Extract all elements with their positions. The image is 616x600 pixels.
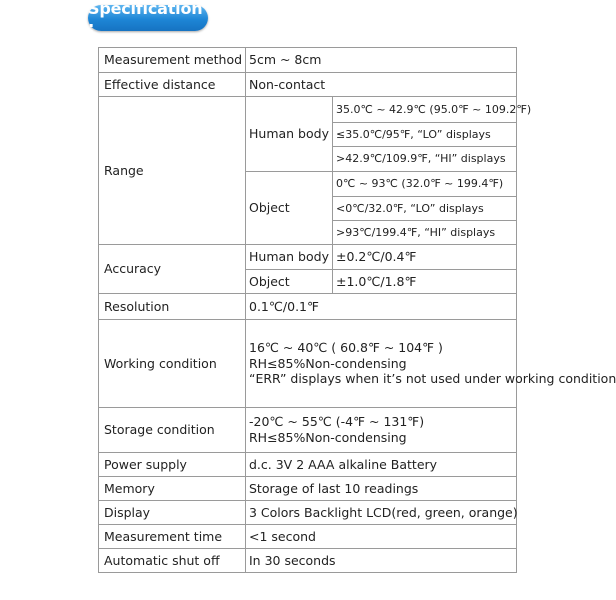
table-row xyxy=(99,453,517,477)
working-condition-value xyxy=(246,320,616,408)
memory-value: Storage of last 10 readings xyxy=(246,477,517,501)
range-object-line: <0℃/32.0℉, “LO” displays xyxy=(333,197,517,221)
working-condition-line: “ERR” displays when it’s not used under working condition xyxy=(249,371,616,387)
resolution-label: Resolution xyxy=(99,294,246,320)
table-row xyxy=(99,97,517,123)
measurement-method-label: Measurement method xyxy=(99,48,246,73)
table-row xyxy=(99,320,517,408)
range-object-line: 0℃ ~ 93℃ (32.0℉ ~ 199.4℉) xyxy=(333,172,517,197)
storage-condition-line: -20℃ ~ 55℃ (-4℉ ~ 131℉) xyxy=(249,414,425,430)
table-row xyxy=(99,48,517,73)
power-supply-label: Power supply xyxy=(99,453,246,477)
working-condition-line: RH≤85%Non-condensing xyxy=(249,355,407,371)
automatic-shut-off-label: Automatic shut off xyxy=(99,549,246,573)
accuracy-object-value: ±1.0℃/1.8℉ xyxy=(333,270,517,294)
accuracy-human-body-label: Human body xyxy=(246,245,333,270)
range-label: Range xyxy=(99,97,246,245)
table-row xyxy=(99,245,517,270)
range-object-line: >93℃/199.4℉, “HI” displays xyxy=(333,221,517,245)
specification-badge: Specification : xyxy=(88,5,208,31)
storage-condition-line: RH≤85%Non-condensing xyxy=(249,430,407,445)
table-row xyxy=(99,73,517,97)
table-row xyxy=(99,294,517,320)
accuracy-label: Accuracy xyxy=(99,245,246,294)
display-value: 3 Colors Backlight LCD(red, green, orange) xyxy=(246,501,517,525)
measurement-time-value: <1 second xyxy=(246,525,517,549)
table-row xyxy=(99,477,517,501)
table-row xyxy=(99,549,517,573)
working-condition-line: 16℃ ~ 40℃ ( 60.8℉ ~ 104℉ ) xyxy=(249,340,443,356)
range-object-label: Object xyxy=(246,172,333,245)
specification-table xyxy=(98,47,616,573)
automatic-shut-off-value: In 30 seconds xyxy=(246,549,517,573)
memory-label: Memory xyxy=(99,477,246,501)
range-human-body-line: ≤35.0℃/95℉, “LO” displays xyxy=(333,123,517,147)
table-row xyxy=(99,525,517,549)
working-condition-label: Working condition xyxy=(99,320,246,408)
range-human-body-line: 35.0℃ ~ 42.9℃ (95.0℉ ~ 109.2℉) xyxy=(333,97,517,123)
effective-distance-label: Effective distance xyxy=(99,73,246,97)
table-row xyxy=(99,408,517,453)
storage-condition-label: Storage condition xyxy=(99,408,246,453)
measurement-time-label: Measurement time xyxy=(99,525,246,549)
table-row xyxy=(99,501,517,525)
resolution-value: 0.1℃/0.1℉ xyxy=(246,294,517,320)
effective-distance-value: Non-contact xyxy=(246,73,517,97)
display-label: Display xyxy=(99,501,246,525)
range-human-body-line: >42.9℃/109.9℉, “HI” displays xyxy=(333,147,517,172)
accuracy-object-label: Object xyxy=(246,270,333,294)
range-human-body-label: Human body xyxy=(246,97,333,172)
accuracy-human-body-value: ±0.2℃/0.4℉ xyxy=(333,245,517,270)
power-supply-value: d.c. 3V 2 AAA alkaline Battery xyxy=(246,453,517,477)
storage-condition-value xyxy=(246,408,517,453)
measurement-method-value: 5cm ~ 8cm xyxy=(246,48,517,73)
